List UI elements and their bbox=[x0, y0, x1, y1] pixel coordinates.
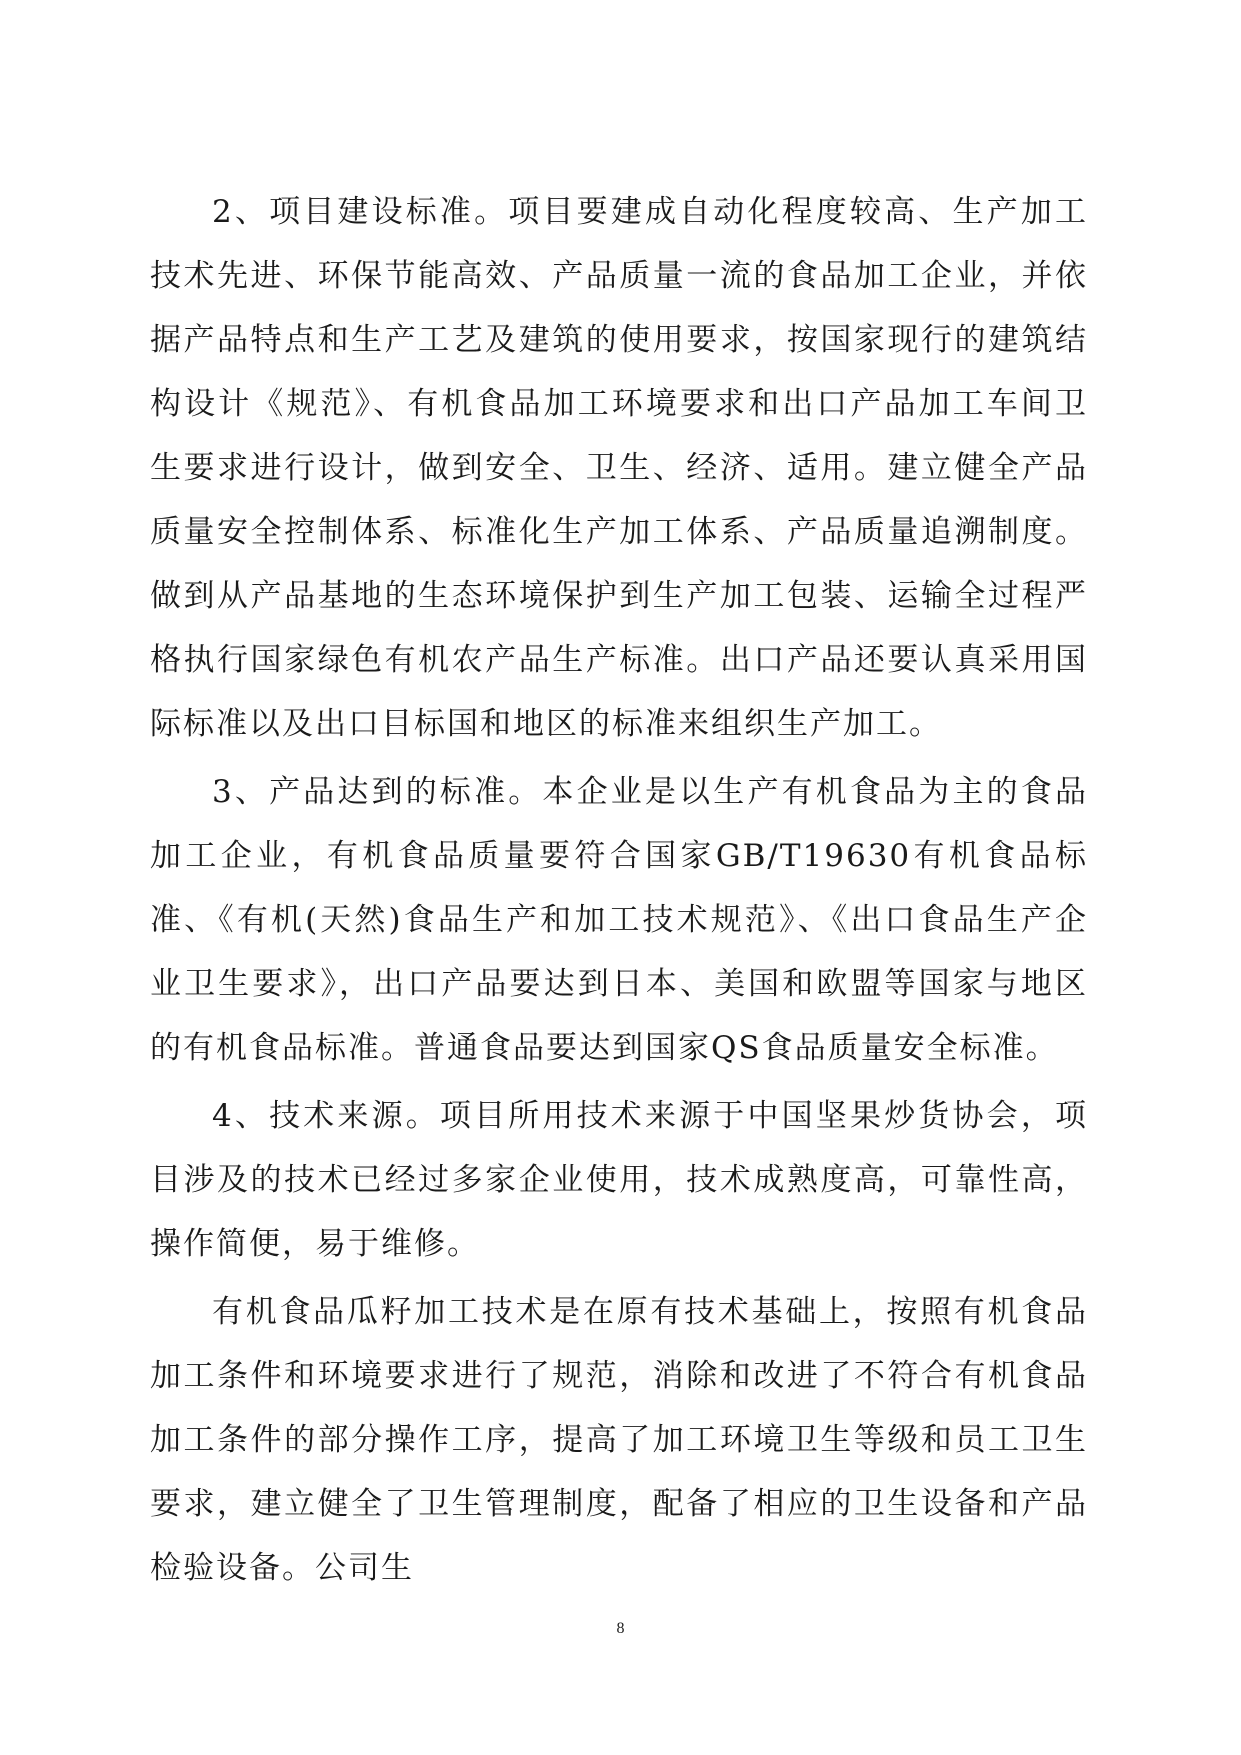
page-number: 8 bbox=[616, 1620, 625, 1637]
paragraph-project-standard: 2、项目建设标准。项目要建成自动化程度较高、生产加工技术先进、环保节能高效、产品质量一流的食品加工企业，并依据产品特点和生产工艺及建筑的使用要求，按国家现行的建筑结构设计《规范》、有机食品加工环境要求和出口产品加工车间卫生要求进行设计，做到安全、卫生、经济、适用。建立健全产品质量安全控制体系、标准化生产加工体系、产品质量追溯制度。做到从产品基地的生态环境保护到生产加工包装、运输全过程严格执行国家绿色有机农产品生产标准。出口产品还要认真采用国际标准以及出口目标国和地区的标准来组织生产加工。 bbox=[150, 194, 1088, 742]
paragraph-processing-technology: 有机食品瓜籽加工技术是在原有技术基础上，按照有机食品加工条件和环境要求进行了规范，消除和改进了不符合有机食品加工条件的部分操作工序，提高了加工环境卫生等级和员工卫生要求，建立健全了卫生管理制度，配备了相应的卫生设备和产品检验设备。公司生 bbox=[150, 1294, 1088, 1586]
paragraph-technology-source: 4、技术来源。项目所用技术来源于中国坚果炒货协会，项目涉及的技术已经过多家企业使用，技术成熟度高，可靠性高，操作简便，易于维修。 bbox=[150, 1098, 1088, 1262]
body-text bbox=[150, 180, 1088, 1604]
paragraph-product-standard: 3、产品达到的标准。本企业是以生产有机食品为主的食品加工企业，有机食品质量要符合国家GB/T19630有机食品标准、《有机(天然)食品生产和加工技术规范》、《出口食品生产企业卫生要求》，出口产品要达到日本、美国和欧盟等国家与地区的有机食品标准。普通食品要达到国家QS食品质量安全标准。 bbox=[150, 774, 1088, 1066]
